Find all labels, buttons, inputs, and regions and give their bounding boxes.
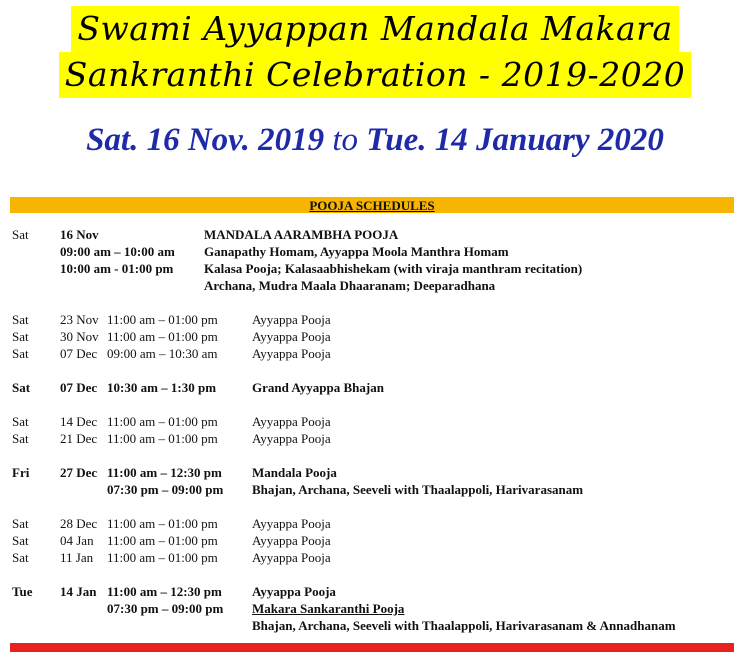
title-line-2: Sankranthi Celebration - 2019-2020 [59,52,691,98]
event-cell: Ayyappa Pooja [252,431,331,446]
date-cell: 23 Nov [60,312,99,327]
schedule-row [12,600,742,617]
time-cell: 11:00 am – 12:30 pm [107,584,222,599]
event-cell: Bhajan, Archana, Seeveli with Thaalappoli, Harivarasanam & Annadhanam [252,618,676,633]
event-cell: Ayyappa Pooja [252,312,331,327]
day-cell: Sat [12,533,29,548]
date-cell: 14 Dec [60,414,98,429]
schedule-row [12,515,742,532]
event-cell: Grand Ayyappa Bhajan [252,380,384,395]
schedule-row [12,481,742,498]
schedule-row [12,311,742,328]
time-cell: 11:00 am – 01:00 pm [107,516,218,531]
date-cell: 30 Nov [60,329,99,344]
time-cell: 09:00 am – 10:30 am [107,346,218,361]
event-cell: Makara Sankaranthi Pooja [252,601,405,616]
schedule-row [12,243,742,260]
event-cell: Ayyappa Pooja [252,346,331,361]
day-cell: Fri [12,465,30,480]
to-word: to [332,122,359,158]
date-cell: 14 Jan [60,584,97,599]
day-cell: Sat [12,414,29,429]
section-heading-bar [10,197,734,213]
date-cell: 16 Nov [60,227,99,242]
time-cell: 10:30 am – 1:30 pm [107,380,217,395]
schedule-row [12,617,742,634]
schedule-row [12,345,742,362]
event-cell: Kalasa Pooja; Kalasaabhishekam (with viraja manthram recitation) [204,261,583,276]
day-cell: Sat [12,550,29,565]
day-cell: Sat [12,380,31,395]
event-cell: Mandala Pooja [252,465,337,480]
time-cell: 11:00 am – 01:00 pm [107,312,218,327]
day-cell: Tue [12,584,33,599]
time-cell: 11:00 am – 01:00 pm [107,550,218,565]
event-cell: Ayyappa Pooja [252,329,331,344]
time-cell: 11:00 am – 01:00 pm [107,329,218,344]
date-cell: 27 Dec [60,465,98,480]
title-block [0,6,750,98]
day-cell: Sat [12,312,29,327]
schedule-row [12,464,742,481]
section-heading: POOJA SCHEDULES [309,198,435,213]
schedule-row [12,430,742,447]
event-cell: Ayyappa Pooja [252,533,331,548]
event-cell: Ayyappa Pooja [252,550,331,565]
next-section-bar [10,643,734,652]
title-line-1: Swami Ayyappan Mandala Makara [71,6,678,52]
event-cell: Archana, Mudra Maala Dhaaranam; Deeparadhana [204,278,496,293]
date-cell: 04 Jan [60,533,94,548]
event-cell: Ayyappa Pooja [252,516,331,531]
day-cell: Sat [12,516,29,531]
event-cell: MANDALA AARAMBHA POOJA [204,227,399,242]
schedule-row [12,413,742,430]
schedule-row [12,226,742,243]
time-cell: 10:00 am - 01:00 pm [60,261,174,276]
schedule-row [12,532,742,549]
time-cell: 07:30 pm – 09:00 pm [107,482,224,497]
schedule-row [12,379,742,396]
schedule-row [12,328,742,345]
day-cell: Sat [12,329,29,344]
time-cell: 11:00 am – 01:00 pm [107,431,218,446]
day-cell: Sat [12,227,29,242]
time-cell: 09:00 am – 10:00 am [60,244,175,259]
date-range-subtitle [0,122,750,159]
event-cell: Bhajan, Archana, Seeveli with Thaalappoli, Harivarasanam [252,482,584,497]
schedule-row [12,583,742,600]
date-cell: 21 Dec [60,431,98,446]
day-cell: Sat [12,431,29,446]
start-date: Sat. 16 Nov. 2019 [86,122,325,158]
end-date: Tue. 14 January 2020 [366,122,664,158]
schedule-row [12,277,742,294]
date-cell: 07 Dec [60,346,98,361]
event-cell: Ganapathy Homam, Ayyappa Moola Manthra Homam [204,244,509,259]
schedule-row [12,549,742,566]
time-cell: 11:00 am – 12:30 pm [107,465,222,480]
time-cell: 11:00 am – 01:00 pm [107,414,218,429]
time-cell: 07:30 pm – 09:00 pm [107,601,224,616]
schedule-row [12,260,742,277]
event-cell: Ayyappa Pooja [252,584,336,599]
time-cell: 11:00 am – 01:00 pm [107,533,218,548]
date-cell: 11 Jan [60,550,94,565]
event-cell: Ayyappa Pooja [252,414,331,429]
day-cell: Sat [12,346,29,361]
pooja-schedule [12,226,742,634]
date-cell: 28 Dec [60,516,98,531]
date-cell: 07 Dec [60,380,98,395]
